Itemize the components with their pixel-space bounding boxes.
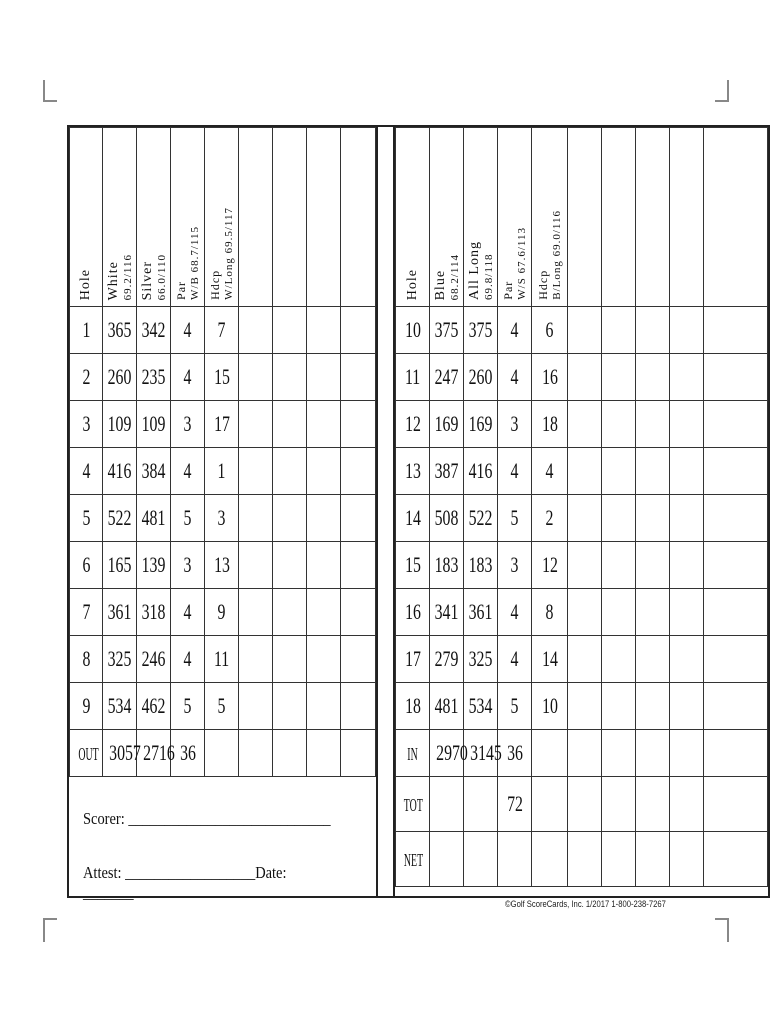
front-total-score-cell[interactable] bbox=[307, 730, 341, 777]
back-hole-cell: 5 bbox=[498, 683, 532, 730]
front-score-cell[interactable] bbox=[239, 354, 273, 401]
back-hole-cell: 2 bbox=[532, 495, 568, 542]
back-score-cell[interactable] bbox=[568, 354, 602, 401]
front-hole-cell: 235 bbox=[137, 354, 171, 401]
front-score-cell[interactable] bbox=[239, 683, 273, 730]
back-hole-cell: 361 bbox=[464, 589, 498, 636]
front-hole-row bbox=[70, 448, 376, 495]
back-score-cell[interactable] bbox=[670, 683, 704, 730]
back-score-cell[interactable] bbox=[602, 448, 636, 495]
front-hole-cell: 4 bbox=[171, 448, 205, 495]
back-score-cell[interactable] bbox=[602, 636, 636, 683]
back-hole-cell: 12 bbox=[532, 542, 568, 589]
back-header-cell bbox=[532, 128, 568, 307]
back-hole-row bbox=[396, 307, 768, 354]
back-tot-score-cell[interactable] bbox=[636, 777, 670, 832]
back-score-cell[interactable] bbox=[670, 307, 704, 354]
back-score-cell[interactable] bbox=[636, 307, 670, 354]
back-score-cell[interactable] bbox=[602, 354, 636, 401]
front-header-rating: 66.0/110 bbox=[155, 253, 168, 300]
front-hole-cell: 4 bbox=[171, 589, 205, 636]
back-tot-cell bbox=[430, 777, 464, 832]
back-hole-cell: 16 bbox=[532, 354, 568, 401]
crop-mark-bottom-right bbox=[715, 918, 729, 942]
back-score-cell[interactable] bbox=[704, 354, 768, 401]
front-hole-cell: 5 bbox=[205, 683, 239, 730]
back-hole-cell: 10 bbox=[532, 683, 568, 730]
front-score-cell[interactable] bbox=[273, 589, 307, 636]
front-score-cell[interactable] bbox=[273, 636, 307, 683]
back-header-label: Blue bbox=[432, 269, 448, 300]
back-score-cell[interactable] bbox=[704, 589, 768, 636]
back-hole-cell: 4 bbox=[498, 354, 532, 401]
back-hole-cell: 508 bbox=[430, 495, 464, 542]
back-header-rating: W/S 67.6/113 bbox=[516, 227, 528, 300]
back-hole-row bbox=[396, 636, 768, 683]
back-player-name-cell[interactable] bbox=[602, 128, 636, 307]
back-header-cell bbox=[430, 128, 464, 307]
front-header-rating: W/Long 69.5/117 bbox=[223, 207, 235, 300]
back-score-cell[interactable] bbox=[568, 636, 602, 683]
back-header-rating: 69.8/118 bbox=[482, 253, 495, 300]
front-score-cell[interactable] bbox=[239, 401, 273, 448]
front-header-cell bbox=[205, 128, 239, 307]
back-net-cell bbox=[430, 832, 464, 887]
front-score-cell[interactable] bbox=[341, 683, 376, 730]
front-header-cell bbox=[171, 128, 205, 307]
front-hole-cell: 522 bbox=[103, 495, 137, 542]
front-hole-row bbox=[70, 307, 376, 354]
front-hole-cell: 342 bbox=[137, 307, 171, 354]
front-score-cell[interactable] bbox=[341, 636, 376, 683]
front-hole-cell: 1 bbox=[70, 307, 103, 354]
front-hole-cell: 318 bbox=[137, 589, 171, 636]
front-score-cell[interactable] bbox=[341, 448, 376, 495]
back-score-cell[interactable] bbox=[568, 495, 602, 542]
back-score-cell[interactable] bbox=[636, 636, 670, 683]
front-hole-cell: 7 bbox=[70, 589, 103, 636]
front-header-rating: W/B 68.7/115 bbox=[189, 226, 201, 300]
front-header-label: White bbox=[105, 260, 121, 300]
front-hole-cell: 3 bbox=[70, 401, 103, 448]
back-player-name-cell[interactable] bbox=[636, 128, 670, 307]
front-hole-cell: 8 bbox=[70, 636, 103, 683]
back-score-cell[interactable] bbox=[670, 542, 704, 589]
front-header-cell bbox=[70, 128, 103, 307]
front-total-score-cell[interactable] bbox=[273, 730, 307, 777]
back-score-cell[interactable] bbox=[568, 448, 602, 495]
front-player-name-cell[interactable] bbox=[307, 128, 341, 307]
back-hole-cell: 375 bbox=[464, 307, 498, 354]
front-hole-cell: 260 bbox=[103, 354, 137, 401]
back-score-cell[interactable] bbox=[670, 589, 704, 636]
back-score-cell[interactable] bbox=[602, 495, 636, 542]
front-hole-cell: 2 bbox=[70, 354, 103, 401]
back-hole-cell: 4 bbox=[498, 448, 532, 495]
back-header-cell bbox=[498, 128, 532, 307]
front-header-rating: 69.2/116 bbox=[121, 253, 134, 300]
front-hole-cell: 9 bbox=[70, 683, 103, 730]
front-score-cell[interactable] bbox=[307, 589, 341, 636]
back-total-score-cell[interactable] bbox=[670, 730, 704, 777]
back-score-cell[interactable] bbox=[568, 589, 602, 636]
back-score-cell[interactable] bbox=[670, 354, 704, 401]
front-score-cell[interactable] bbox=[273, 401, 307, 448]
back-net-cell bbox=[532, 832, 568, 887]
back-hole-row bbox=[396, 589, 768, 636]
back-tot-par-cell: 72 bbox=[498, 777, 532, 832]
back-hole-cell: 4 bbox=[498, 589, 532, 636]
front-score-cell[interactable] bbox=[341, 401, 376, 448]
back-hole-cell: 183 bbox=[464, 542, 498, 589]
front-hole-cell: 4 bbox=[171, 636, 205, 683]
back-score-cell[interactable] bbox=[602, 589, 636, 636]
front-score-cell[interactable] bbox=[341, 354, 376, 401]
front-hole-row bbox=[70, 636, 376, 683]
front-player-name-cell[interactable] bbox=[341, 128, 376, 307]
back-net-cell bbox=[464, 832, 498, 887]
back-hole-row bbox=[396, 401, 768, 448]
front-hole-cell: 165 bbox=[103, 542, 137, 589]
attest-date-line: Attest: __________________Date: _______ bbox=[83, 863, 287, 902]
back-score-cell[interactable] bbox=[568, 307, 602, 354]
back-score-cell[interactable] bbox=[704, 683, 768, 730]
back-hole-cell: 18 bbox=[532, 401, 568, 448]
front-hole-cell: 481 bbox=[137, 495, 171, 542]
front-hole-cell: 4 bbox=[171, 307, 205, 354]
crop-mark-bottom-left bbox=[43, 918, 57, 942]
back-hole-cell: 14 bbox=[396, 495, 430, 542]
back-tot-cell bbox=[532, 777, 568, 832]
back-hole-cell: 6 bbox=[532, 307, 568, 354]
back-net-score-cell[interactable] bbox=[602, 832, 636, 887]
front-hole-row bbox=[70, 401, 376, 448]
scorer-line: Scorer: ____________________________ bbox=[83, 809, 331, 828]
back-header-rating: B/Long 69.0/116 bbox=[551, 210, 563, 300]
front-hole-row bbox=[70, 589, 376, 636]
back-header-label: Hole bbox=[404, 268, 420, 300]
front-score-cell[interactable] bbox=[239, 307, 273, 354]
back-total-cell: 3145 bbox=[464, 730, 498, 777]
front-hole-cell: 17 bbox=[205, 401, 239, 448]
front-score-cell[interactable] bbox=[307, 636, 341, 683]
back-total-score-cell[interactable] bbox=[602, 730, 636, 777]
back-score-cell[interactable] bbox=[602, 683, 636, 730]
front-hole-cell: 246 bbox=[137, 636, 171, 683]
front-header-row bbox=[70, 128, 376, 307]
back-total-cell: 36 bbox=[498, 730, 532, 777]
back-score-cell[interactable] bbox=[670, 448, 704, 495]
crop-mark-top-left bbox=[43, 80, 57, 102]
front-nine-table bbox=[69, 127, 376, 777]
front-score-cell[interactable] bbox=[307, 683, 341, 730]
front-total-row bbox=[70, 730, 376, 777]
front-hole-cell: 5 bbox=[171, 495, 205, 542]
front-score-cell[interactable] bbox=[239, 589, 273, 636]
back-hole-cell: 247 bbox=[430, 354, 464, 401]
front-hole-cell: 534 bbox=[103, 683, 137, 730]
back-player-name-cell[interactable] bbox=[704, 128, 768, 307]
front-hole-cell: 462 bbox=[137, 683, 171, 730]
back-hole-row bbox=[396, 354, 768, 401]
back-tot-score-cell[interactable] bbox=[670, 777, 704, 832]
back-hole-row bbox=[396, 448, 768, 495]
front-score-cell[interactable] bbox=[273, 307, 307, 354]
front-score-cell[interactable] bbox=[341, 542, 376, 589]
front-score-cell[interactable] bbox=[273, 495, 307, 542]
back-hole-cell: 11 bbox=[396, 354, 430, 401]
back-score-cell[interactable] bbox=[568, 683, 602, 730]
back-hole-cell: 5 bbox=[498, 495, 532, 542]
back-hole-row bbox=[396, 495, 768, 542]
front-header-cell bbox=[103, 128, 137, 307]
back-net-score-cell[interactable] bbox=[568, 832, 602, 887]
front-total-cell: 36 bbox=[171, 730, 205, 777]
back-tot-score-cell[interactable] bbox=[568, 777, 602, 832]
back-total-score-cell[interactable] bbox=[636, 730, 670, 777]
back-header-cell bbox=[396, 128, 430, 307]
back-header-label: All Long bbox=[466, 241, 482, 300]
back-score-cell[interactable] bbox=[704, 495, 768, 542]
back-net-score-cell[interactable] bbox=[704, 832, 768, 887]
back-hole-cell: 279 bbox=[430, 636, 464, 683]
back-score-cell[interactable] bbox=[568, 401, 602, 448]
crop-mark-top-right bbox=[715, 80, 729, 102]
back-score-cell[interactable] bbox=[636, 401, 670, 448]
back-hole-cell: 522 bbox=[464, 495, 498, 542]
back-net-label: NET bbox=[396, 832, 430, 887]
back-tot-cell bbox=[464, 777, 498, 832]
back-score-cell[interactable] bbox=[670, 636, 704, 683]
back-hole-cell: 16 bbox=[396, 589, 430, 636]
back-hole-cell: 387 bbox=[430, 448, 464, 495]
front-total-cell: OUT bbox=[70, 730, 103, 777]
back-total-score-cell[interactable] bbox=[568, 730, 602, 777]
front-score-cell[interactable] bbox=[307, 307, 341, 354]
front-total-cell: 3057 bbox=[103, 730, 137, 777]
front-score-cell[interactable] bbox=[307, 542, 341, 589]
front-header-label: Hole bbox=[78, 268, 93, 300]
back-hole-cell: 416 bbox=[464, 448, 498, 495]
back-header-rating: 68.2/114 bbox=[448, 253, 461, 300]
back-score-cell[interactable] bbox=[704, 636, 768, 683]
front-score-cell[interactable] bbox=[239, 448, 273, 495]
back-tot-label: TOT bbox=[396, 777, 430, 832]
back-hole-cell: 534 bbox=[464, 683, 498, 730]
back-nine bbox=[393, 125, 770, 898]
back-player-name-cell[interactable] bbox=[670, 128, 704, 307]
back-total-score-cell[interactable] bbox=[704, 730, 768, 777]
front-player-name-cell[interactable] bbox=[239, 128, 273, 307]
back-hole-cell: 375 bbox=[430, 307, 464, 354]
back-hole-cell: 169 bbox=[464, 401, 498, 448]
back-header-label: Par bbox=[501, 281, 515, 300]
front-hole-row bbox=[70, 683, 376, 730]
front-hole-cell: 139 bbox=[137, 542, 171, 589]
back-score-cell[interactable] bbox=[636, 354, 670, 401]
front-hole-cell: 3 bbox=[171, 401, 205, 448]
back-hole-cell: 18 bbox=[396, 683, 430, 730]
back-tot-score-cell[interactable] bbox=[602, 777, 636, 832]
back-header-label: Hdcp bbox=[536, 270, 550, 300]
back-hole-cell: 12 bbox=[396, 401, 430, 448]
front-score-cell[interactable] bbox=[341, 589, 376, 636]
back-score-cell[interactable] bbox=[602, 401, 636, 448]
back-score-cell[interactable] bbox=[670, 495, 704, 542]
front-player-name-cell[interactable] bbox=[273, 128, 307, 307]
front-header-cell bbox=[137, 128, 171, 307]
back-score-cell[interactable] bbox=[704, 401, 768, 448]
front-hole-cell: 109 bbox=[103, 401, 137, 448]
front-hole-row bbox=[70, 542, 376, 589]
front-header-label: Hdcp bbox=[208, 270, 222, 300]
back-hole-cell: 15 bbox=[396, 542, 430, 589]
front-score-cell[interactable] bbox=[239, 542, 273, 589]
front-hole-cell: 4 bbox=[70, 448, 103, 495]
front-hole-cell: 13 bbox=[205, 542, 239, 589]
front-score-cell[interactable] bbox=[273, 354, 307, 401]
front-score-cell[interactable] bbox=[273, 542, 307, 589]
back-hole-cell: 10 bbox=[396, 307, 430, 354]
back-hole-cell: 4 bbox=[532, 448, 568, 495]
back-hole-cell: 3 bbox=[498, 542, 532, 589]
front-hole-cell: 5 bbox=[171, 683, 205, 730]
front-hole-cell: 7 bbox=[205, 307, 239, 354]
front-hole-cell: 4 bbox=[171, 354, 205, 401]
front-hole-cell: 361 bbox=[103, 589, 137, 636]
back-tot-score-cell[interactable] bbox=[704, 777, 768, 832]
back-score-cell[interactable] bbox=[636, 448, 670, 495]
front-hole-cell: 3 bbox=[171, 542, 205, 589]
front-hole-cell: 6 bbox=[70, 542, 103, 589]
front-score-cell[interactable] bbox=[307, 354, 341, 401]
back-hole-cell: 183 bbox=[430, 542, 464, 589]
front-header-label: Par bbox=[174, 281, 188, 300]
front-nine bbox=[67, 125, 378, 902]
front-total-cell bbox=[205, 730, 239, 777]
back-hole-cell: 341 bbox=[430, 589, 464, 636]
back-hole-cell: 4 bbox=[498, 307, 532, 354]
front-hole-cell: 1 bbox=[205, 448, 239, 495]
front-score-cell[interactable] bbox=[239, 636, 273, 683]
back-header-row bbox=[396, 128, 768, 307]
back-score-cell[interactable] bbox=[704, 307, 768, 354]
front-hole-cell: 9 bbox=[205, 589, 239, 636]
front-hole-cell: 365 bbox=[103, 307, 137, 354]
back-score-cell[interactable] bbox=[568, 542, 602, 589]
back-score-cell[interactable] bbox=[636, 589, 670, 636]
back-score-cell[interactable] bbox=[670, 401, 704, 448]
back-header-cell bbox=[464, 128, 498, 307]
front-score-cell[interactable] bbox=[307, 401, 341, 448]
back-hole-cell: 4 bbox=[498, 636, 532, 683]
front-total-cell: 2716 bbox=[137, 730, 171, 777]
front-score-cell[interactable] bbox=[341, 307, 376, 354]
back-hole-cell: 14 bbox=[532, 636, 568, 683]
back-net-score-cell[interactable] bbox=[636, 832, 670, 887]
back-hole-row bbox=[396, 542, 768, 589]
back-score-cell[interactable] bbox=[636, 683, 670, 730]
back-hole-cell: 17 bbox=[396, 636, 430, 683]
front-hole-cell: 109 bbox=[137, 401, 171, 448]
front-hole-cell: 3 bbox=[205, 495, 239, 542]
front-score-cell[interactable] bbox=[273, 683, 307, 730]
back-total-cell: 2970 bbox=[430, 730, 464, 777]
back-score-cell[interactable] bbox=[602, 307, 636, 354]
front-hole-cell: 325 bbox=[103, 636, 137, 683]
back-net-score-cell[interactable] bbox=[670, 832, 704, 887]
back-total-cell: IN bbox=[396, 730, 430, 777]
back-score-cell[interactable] bbox=[704, 542, 768, 589]
front-header-label: Silver bbox=[139, 260, 155, 300]
front-score-cell[interactable] bbox=[341, 495, 376, 542]
front-score-cell[interactable] bbox=[273, 448, 307, 495]
back-net-par-cell bbox=[498, 832, 532, 887]
back-hole-cell: 325 bbox=[464, 636, 498, 683]
back-hole-cell: 13 bbox=[396, 448, 430, 495]
front-hole-row bbox=[70, 495, 376, 542]
front-score-cell[interactable] bbox=[307, 448, 341, 495]
back-score-cell[interactable] bbox=[636, 542, 670, 589]
front-hole-cell: 416 bbox=[103, 448, 137, 495]
back-net-row bbox=[396, 832, 768, 887]
copyright-footer: ©Golf ScoreCards, Inc. 1/2017 1-800-238-7267 bbox=[505, 899, 666, 909]
back-hole-cell: 260 bbox=[464, 354, 498, 401]
front-hole-row bbox=[70, 354, 376, 401]
back-hole-cell: 8 bbox=[532, 589, 568, 636]
front-score-cell[interactable] bbox=[307, 495, 341, 542]
back-hole-row bbox=[396, 683, 768, 730]
front-score-cell[interactable] bbox=[239, 495, 273, 542]
back-total-cell bbox=[532, 730, 568, 777]
front-hole-cell: 384 bbox=[137, 448, 171, 495]
back-hole-cell: 481 bbox=[430, 683, 464, 730]
back-score-cell[interactable] bbox=[602, 542, 636, 589]
back-tot-row bbox=[396, 777, 768, 832]
front-total-score-cell[interactable] bbox=[239, 730, 273, 777]
back-score-cell[interactable] bbox=[704, 448, 768, 495]
back-score-cell[interactable] bbox=[636, 495, 670, 542]
back-nine-table bbox=[395, 127, 768, 887]
back-total-row bbox=[396, 730, 768, 777]
front-hole-cell: 5 bbox=[70, 495, 103, 542]
front-hole-cell: 15 bbox=[205, 354, 239, 401]
back-player-name-cell[interactable] bbox=[568, 128, 602, 307]
back-hole-cell: 169 bbox=[430, 401, 464, 448]
front-hole-cell: 11 bbox=[205, 636, 239, 683]
front-total-score-cell[interactable] bbox=[341, 730, 376, 777]
back-hole-cell: 3 bbox=[498, 401, 532, 448]
